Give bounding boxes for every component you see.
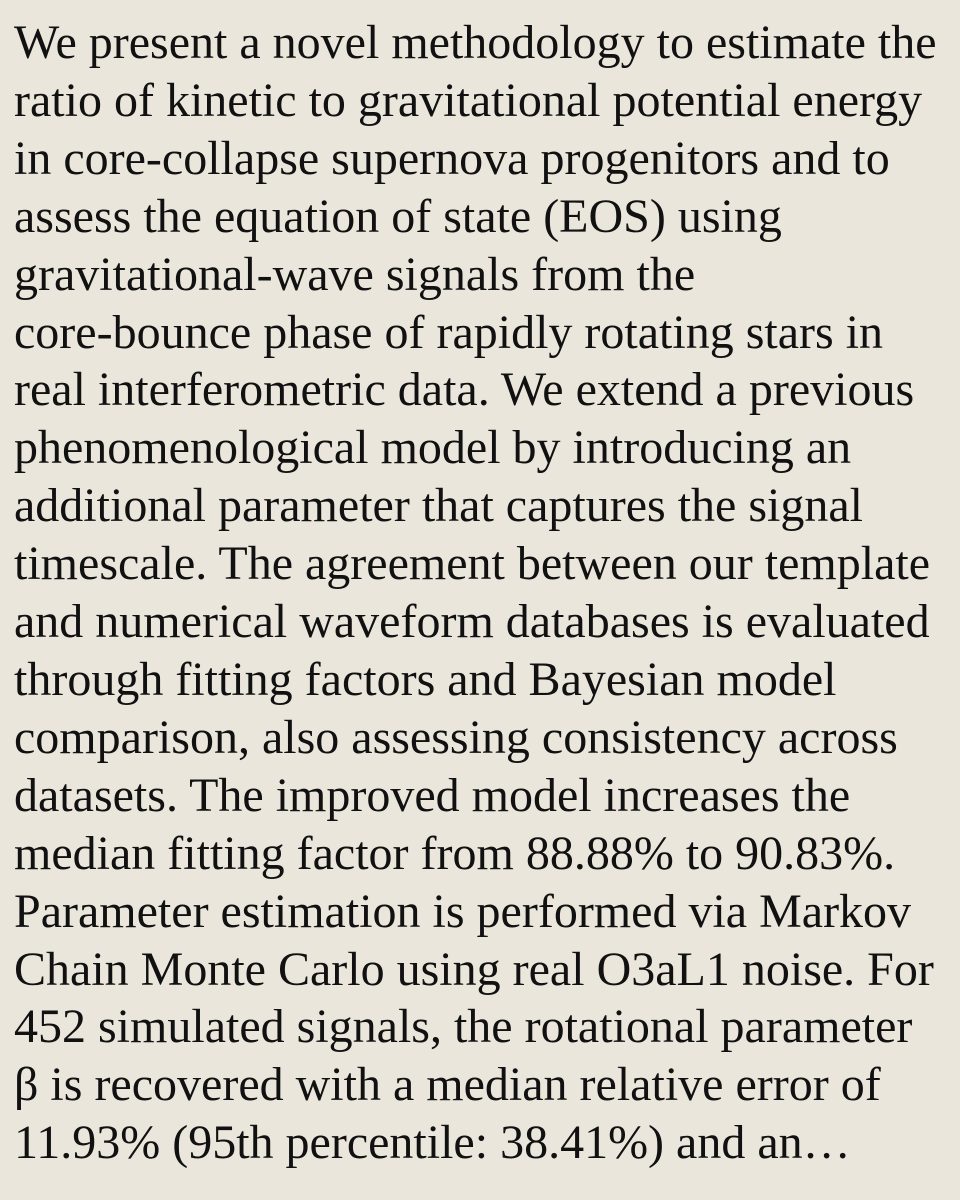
abstract-line: 11.93% (95th percentile: 38.41%) and an… bbox=[14, 1116, 851, 1170]
abstract-line: Parameter estimation is performed via Markov bbox=[14, 884, 912, 938]
abstract-line: in core-collapse supernova progenitors and to bbox=[14, 131, 890, 185]
abstract-line: median fitting factor from 88.88% to 90.83%. bbox=[14, 826, 896, 880]
abstract-line: β is recovered with a median relative error of bbox=[14, 1058, 881, 1112]
abstract-line: through fitting factors and Bayesian model bbox=[14, 652, 837, 706]
abstract-line: timescale. The agreement between our template bbox=[14, 537, 931, 591]
abstract-line: core-bounce phase of rapidly rotating stars in bbox=[14, 305, 884, 359]
abstract-line: gravitational-wave signals from the bbox=[14, 247, 696, 301]
abstract-line: Chain Monte Carlo using real O3aL1 noise. For bbox=[14, 942, 934, 996]
abstract-line: 452 simulated signals, the rotational parameter bbox=[14, 1000, 913, 1054]
abstract-line: datasets. The improved model increases the bbox=[14, 768, 851, 822]
abstract-line: phenomenological model by introducing an bbox=[14, 421, 852, 475]
abstract-line: additional parameter that captures the signal bbox=[14, 479, 863, 533]
abstract-line: and numerical waveform databases is evaluated bbox=[14, 595, 930, 649]
abstract-line: comparison, also assessing consistency across bbox=[14, 710, 898, 764]
abstract-line: ratio of kinetic to gravitational potential energy bbox=[14, 73, 923, 127]
abstract-line: assess the equation of state (EOS) using bbox=[14, 189, 782, 243]
abstract-line: We present a novel methodology to estimate the bbox=[14, 16, 937, 69]
abstract-line: real interferometric data. We extend a previous bbox=[14, 363, 915, 417]
abstract-text bbox=[14, 14, 946, 1172]
